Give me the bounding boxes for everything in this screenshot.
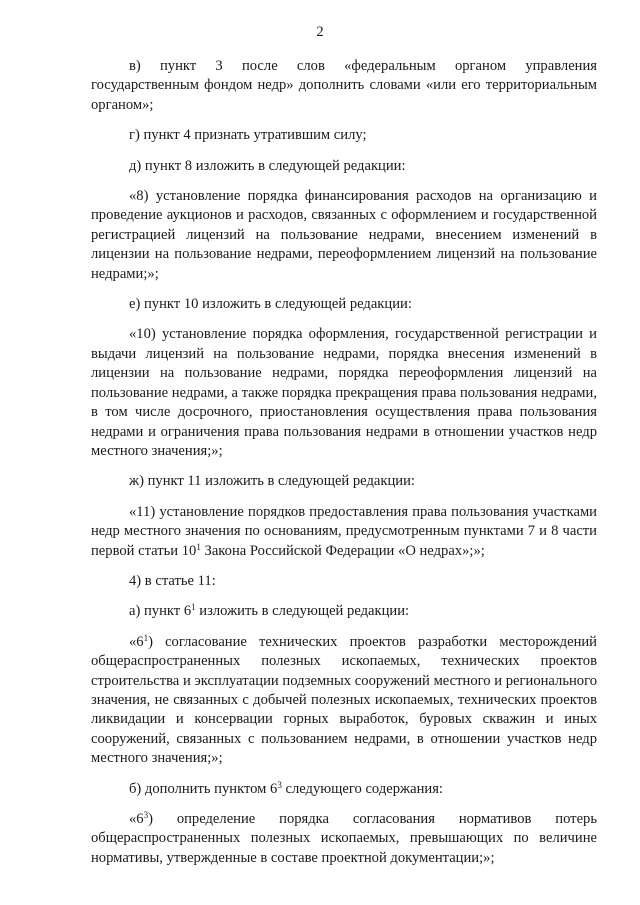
- paragraph-item-8-text: «8) установление порядка финансирования расходов на организацию и проведение аукционов и расходов, связанных с оформлением и государственной регистрацией лицензий на пользование недрами, внесением изменений в лицензии на пользование недрами, переоформлением лицензий на пользование недрами;»;: [91, 188, 597, 282]
- paragraph-item-6-3-text: [91, 810, 597, 868]
- superscript: 3: [143, 810, 149, 820]
- paragraph-text: следующего содержания:: [281, 780, 443, 797]
- superscript: 1: [143, 632, 149, 643]
- paragraph-text: «6: [129, 811, 144, 827]
- paragraph-item-d: д) пункт 8 изложить в следующей редакции:: [129, 157, 406, 174]
- document-body: [91, 57, 597, 879]
- paragraph-item-10-text: «10) установление порядка оформления, государственной регистрации и выдачи лицензий на пользование недрами, порядка внесения изменений в лицензии на пользование недрами, порядка переоформления лицензий на пользование недрами, а также порядка прекращения права пользования недрами, в том числе досрочного, приостановления осуществления права пользования недрами и ограничения права пользования недрами в отношении участков недр местного значения;»;: [91, 326, 597, 459]
- paragraph-item-a: [91, 602, 597, 621]
- paragraph-text: б) дополнить пунктом 6: [129, 780, 278, 797]
- paragraph-item-e: е) пункт 10 изложить в следующей редакции:: [129, 296, 412, 313]
- superscript: 1: [196, 541, 201, 552]
- paragraph-text: Закона Российской Федерации «О недрах»;»;: [200, 542, 485, 559]
- paragraph-item-zh: ж) пункт 11 изложить в следующей редакции:: [129, 473, 415, 490]
- paragraph-text: «6: [129, 633, 144, 650]
- page-number: 2: [316, 24, 324, 40]
- paragraph-item-6-1-text: [91, 633, 597, 769]
- paragraph-item-v: в) пункт 3 после слов «федеральным органом управления государственным фондом недр» дополнить словами «или его территориальным органом»;: [91, 58, 597, 113]
- paragraph-item-11-text: [91, 503, 597, 561]
- superscript: 3: [277, 779, 282, 790]
- paragraph-text: изложить в следующей редакции:: [195, 603, 410, 620]
- paragraph-text: ) согласование технических проектов разработки месторождений общераспространенных полезных ископаемых, технических проектов строительства и эксплуатации подземных сооружений местного и регионального значения, не связанных с добычей полезных ископаемых, технических проектов ликвидации и консервации горных выработок, буровых скважин и иных сооружений, связанных с пользованием недрами, в отношении участков недр местного значения;»;: [91, 633, 597, 767]
- paragraph-text: «11) установление порядков предоставления права пользования участками недр местного значения по основаниям, предусмотренным пунктами 7 и 8 части первой статьи 10: [91, 503, 597, 559]
- paragraph-item-g: г) пункт 4 признать утратившим силу;: [129, 127, 367, 144]
- paragraph-text: ) определение порядка согласования нормативов потерь общераспространенных полезных ископаемых, превышающих по величине нормативы, утвержденные в составе проектной документации;»;: [91, 811, 597, 866]
- paragraph-item-b: [91, 780, 597, 799]
- superscript: 1: [191, 602, 196, 613]
- paragraph-text: а) пункт 6: [129, 603, 192, 620]
- paragraph-article-11: 4) в статье 11:: [129, 572, 216, 589]
